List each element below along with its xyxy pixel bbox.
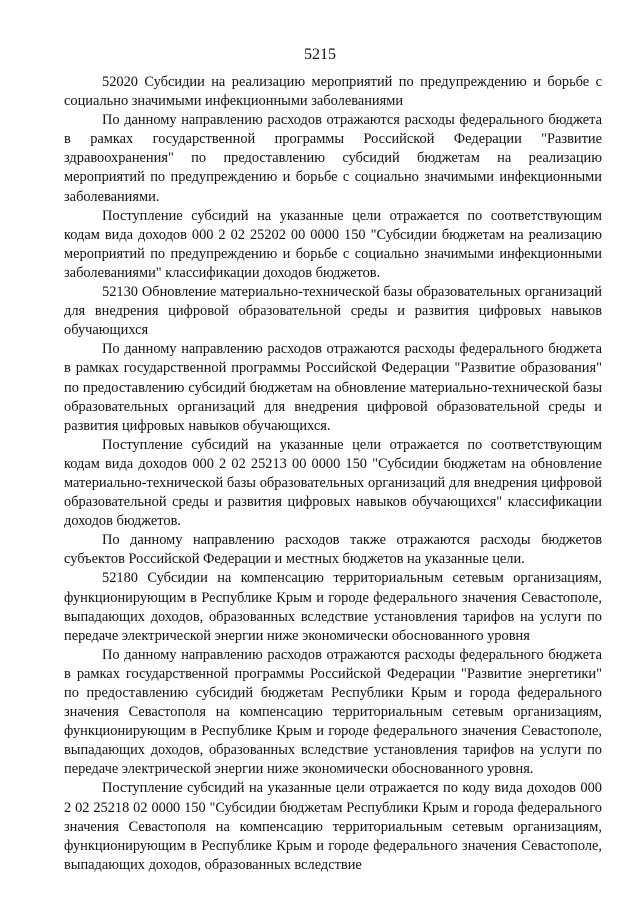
paragraph-heading-52180: 52180 Субсидии на компенсацию территориальным сетевым организациям, функционирующим в Республике Крым и городе федерального значения Севастополе, выпадающих доходов, образованных вследствие установления тарифов на услуги по передаче электрической энергии ниже экономически обоснованного уровня — [64, 570, 602, 644]
paragraph-52130-description: По данному направлению расходов отражаются расходы федерального бюджета в рамках государственной программы Российской Федерации "Развитие образования" по предоставлению субсидий бюджетам на обновление материально-технической базы образовательных организаций для внедрения цифровой образовательной среды и развития цифровых навыков обучающихся. — [64, 341, 602, 434]
paragraph-52180-description: По данному направлению расходов отражаются расходы федерального бюджета в рамках государственной программы Российской Федерации "Развитие энергетики" по предоставлению субсидий бюджетам Республики Крым и города федерального значения Севастополя на компенсацию территориальным сетевым организациям, функционирующим в Республике Крым и городе федерального значения Севастополе, выпадающих доходов, образованных вследствие установления тарифов на услуги по передаче электрической энергии ниже экономически обоснованного уровня. — [64, 646, 602, 778]
paragraph-52180-revenue-code: Поступление субсидий на указанные цели отражается по коду вида доходов 000 2 02 25218 02 0000 150 "Субсидии бюджетам Республики Крым и города федерального значения Севастополя на компенсацию территориальным сетевым организациям, функционирующим в Республике Крым и городе федерального значения Севастополе, выпадающих доходов, образованных вследствие — [64, 780, 602, 873]
paragraph-52020-revenue-code: Поступление субсидий на указанные цели отражается по соответствующим кодам вида доходов 000 2 02 25202 00 0000 150 "Субсидии бюджетам на реализацию мероприятий по предупреждению и борьбе с социально значимыми инфекционными заболеваниями" классификации доходов бюджетов. — [64, 207, 602, 281]
paragraph-heading-52020: 52020 Субсидии на реализацию мероприятий по предупреждению и борьбе с социально значимыми инфекционными заболеваниями — [64, 74, 602, 110]
page-number: 5215 — [304, 46, 336, 63]
paragraph-52130-revenue-code: Поступление субсидий на указанные цели отражается по соответствующим кодам вида доходов 000 2 02 25213 00 0000 150 "Субсидии бюджетам на обновление материально-технической базы образовательных организаций для внедрения цифровой образовательной среды и развития цифровых навыков обучающихся" классификации доходов бюджетов. — [64, 436, 602, 530]
paragraph-52130-additional-expenses: По данному направлению расходов также отражаются расходы бюджетов субъектов Российской Федерации и местных бюджетов на указанные цели. — [64, 532, 602, 568]
paragraph-heading-52130: 52130 Обновление материально-технической базы образовательных организаций для внедрения цифровой образовательной среды и развития цифровых навыков обучающихся — [64, 284, 602, 339]
paragraph-52020-description: По данному направлению расходов отражаются расходы федерального бюджета в рамках государственной программы Российской Федерации "Развитие здравоохранения" по предоставлению субсидий бюджетам на реализацию мероприятий по предупреждению и борьбе с социально значимыми инфекционными заболеваниями. — [64, 112, 602, 205]
document-body — [64, 73, 602, 875]
